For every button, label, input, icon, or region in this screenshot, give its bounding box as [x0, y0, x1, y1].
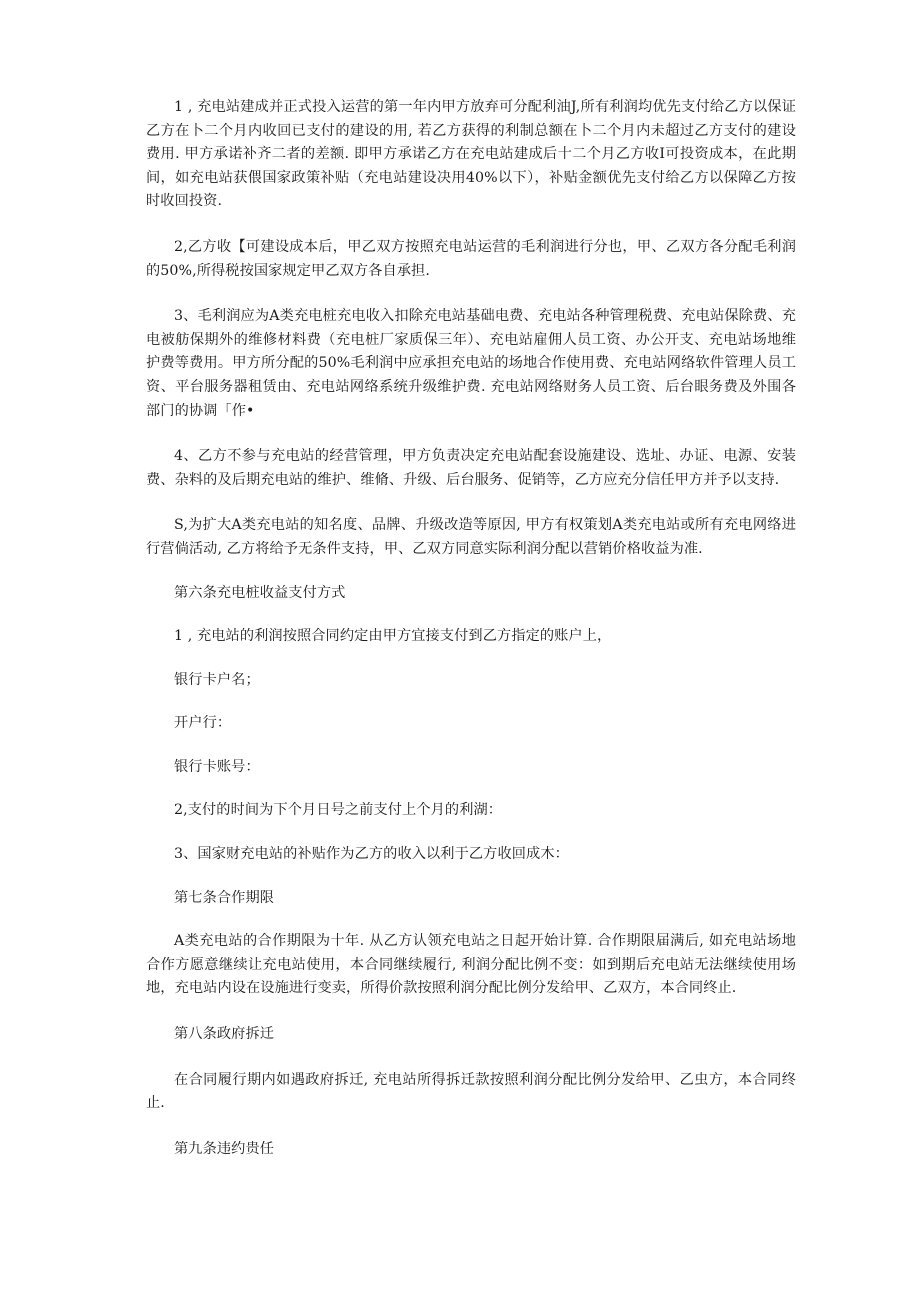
article-9-heading: 第九条违约贵任 [174, 1140, 275, 1157]
article-6-item-1: 1 , 充电站的利润按照合同约定由甲方宜接支付到乙方指定的账户上， [174, 628, 612, 645]
bank-account-name: 银行卡户名； [174, 671, 260, 688]
document-page [146, 96, 796, 1161]
article-8-heading: 第八条政府拆迁 [174, 1026, 275, 1043]
clause-5-item-1: 1 , 充电站建成并正式投入运营的第一年内甲方放弃可分配利油J,所有利润均优先支付给乙方以保证乙方在卜二个月内收回已支付的建设的用, 若乙方获得的利制总额在卜二个月内未超过乙方支付的建设费用. 甲方承诺补齐二者的差额. 即甲方承诺乙方在充电站建成后十二个月乙方收I可投资成本，在此期间，如充电站获偎国家政策补贴（充电站建设决用40%以下），补贴金额优先支付给乙方以保障乙方按时收回投资. [146, 99, 796, 210]
article-6-heading: 第六条充电桩收益支付方式 [174, 584, 346, 601]
bank-account-number: 银行卡账号： [174, 758, 260, 775]
article-7-body: A类充电站的合作期限为十年. 从乙方认领充电站之日起开始计算. 合作期限届满后, 如充电站场地合作方愿意继续让充电站使用，本合同继续履行, 利润分配比例不变：如到期后充电站无法继续使用场地，充电站内设在设施进行变卖，所得价款按照利润分配比例分发给甲、乙双方，本合同终止. [146, 933, 796, 997]
clause-5-item-2: 2,乙方收【可建设成本后，甲乙双方按照充电站运营的毛利润进行分也，甲、乙双方各分配毛利润的50%,所得税按国家规定甲乙双方各自承担. [146, 238, 796, 279]
article-8-body: 在合同履行期内如遇政府拆迁, 充电站所得拆迁款按照利润分配比例分发给甲、乙虫方，本合同终止. [146, 1071, 796, 1112]
article-6-item-3: 3、国家财充电站的补贴作为乙方的收入以利于乙方收回成木： [174, 846, 569, 863]
article-6-item-2: 2,支付的时间为下个月日号之前支付上个月的利湖： [174, 802, 503, 819]
article-7-heading: 第七条合作期限 [174, 889, 275, 906]
clause-5-item-4: 4、乙方不参与充电站的经营管理，甲方负责决定充电站配套设施建设、选址、办证、电源、安装费、杂料的及后期充电站的维护、维脩、升级、后台服务、促销等，乙方应充分信任甲方并予以支持. [146, 448, 796, 488]
clause-5-item-5: S,为扩大A类充电站的知名度、品牌、升级改造等原因, 甲方有权策划A类充电站或所有充电网络进行营倘活动, 乙方将给予无条件支持，甲、乙双方同意实际利润分配以营销价格收益为准. [146, 517, 796, 557]
bank-branch: 开户行： [174, 715, 232, 732]
clause-5-item-3: 3、毛利润应为A类充电桩充电收入扣除充电站基础电费、充电站各种管理税费、充电站保除费、充电被舫保期外的维修材料费（充电桩厂家质保三年）、充电站雇佣人员工资、办公开支、充电站场地维护费等费用。甲方所分配的50%毛利润中应承担充电站的场地合作使用费、充电站网络软件管理人员工资、平台服务器租赁由、充电站网络系统升级维护费. 充电站网络财务人员工资、后台眼务费及外围各部门的协调「作• [146, 308, 796, 419]
